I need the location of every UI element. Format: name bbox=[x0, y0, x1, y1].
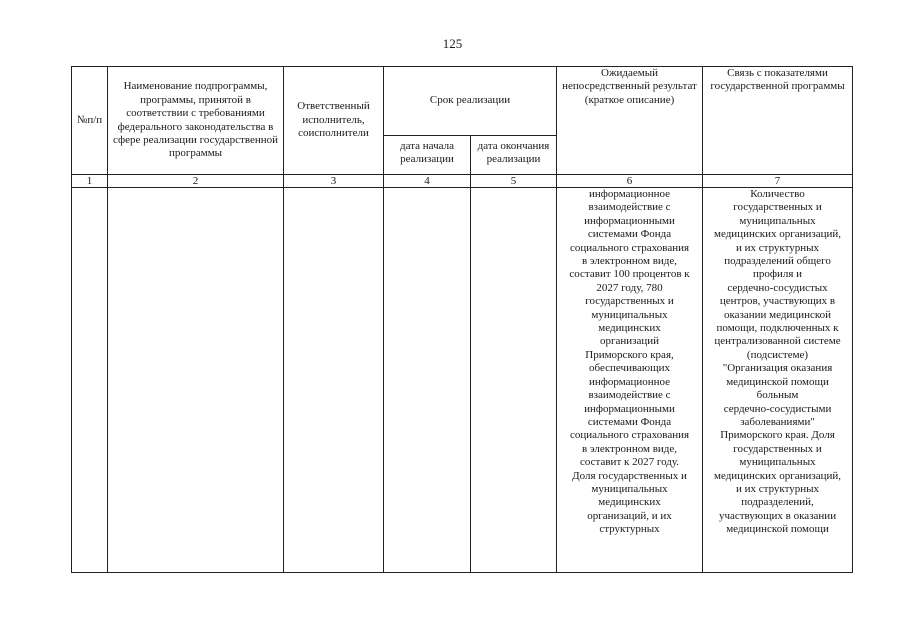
column-number: 1 bbox=[72, 175, 108, 188]
program-table bbox=[71, 66, 853, 573]
header-link: Связь с показателями государственной программы bbox=[703, 67, 853, 175]
header-result: Ожидаемый непосредственный результат (краткое описание) bbox=[557, 67, 703, 175]
table-row bbox=[72, 188, 853, 573]
cell-end bbox=[471, 188, 557, 573]
column-number: 7 bbox=[703, 175, 853, 188]
column-number: 3 bbox=[284, 175, 384, 188]
header-period: Срок реализации bbox=[384, 67, 557, 136]
column-number: 2 bbox=[108, 175, 284, 188]
cell-link: Количество государственных и муниципальных медицинских организаций, и их структурных подразделений общего профиля и сердечно-сосудистых центров, участвующих в оказании медицинской помощи, подключенных к централизованной системе (подсистеме) "Организация оказания медицинской помощи больным сердечно-сосудистыми заболеваниями" Приморского края. Доля государственных и муниципальных медицинских организаций, и их структурных подразделений, участвующих в оказании медицинской помощи bbox=[703, 188, 853, 573]
page-number: 125 bbox=[442, 36, 463, 51]
column-number: 5 bbox=[471, 175, 557, 188]
cell-num bbox=[72, 188, 108, 573]
cell-name bbox=[108, 188, 284, 573]
column-numbers-row bbox=[72, 175, 853, 188]
header-num: №п/п bbox=[72, 67, 108, 175]
header-start: дата начала реализации bbox=[384, 136, 471, 175]
header-end: дата окончания реализации bbox=[471, 136, 557, 175]
header-row bbox=[72, 67, 853, 136]
header-name: Наименование подпрограммы, программы, принятой в соответствии с требованиями федерального законодательства в сфере реализации государственной программы bbox=[108, 67, 284, 175]
cell-executor bbox=[284, 188, 384, 573]
header-executor: Ответственный исполнитель, соисполнители bbox=[284, 67, 384, 175]
column-number: 4 bbox=[384, 175, 471, 188]
column-number: 6 bbox=[557, 175, 703, 188]
cell-result: информационное взаимодействие с информационными системами Фонда социального страхования в электронном виде, составит 100 процентов к 2027 году, 780 государственных и муниципальных медицинских организаций Приморского края, обеспечивающих информационное взаимодействие с информационными системами Фонда социального страхования в электронном виде, составит к 2027 году. Доля государственных и муниципальных медицинских организаций, и их структурных bbox=[557, 188, 703, 573]
cell-start bbox=[384, 188, 471, 573]
